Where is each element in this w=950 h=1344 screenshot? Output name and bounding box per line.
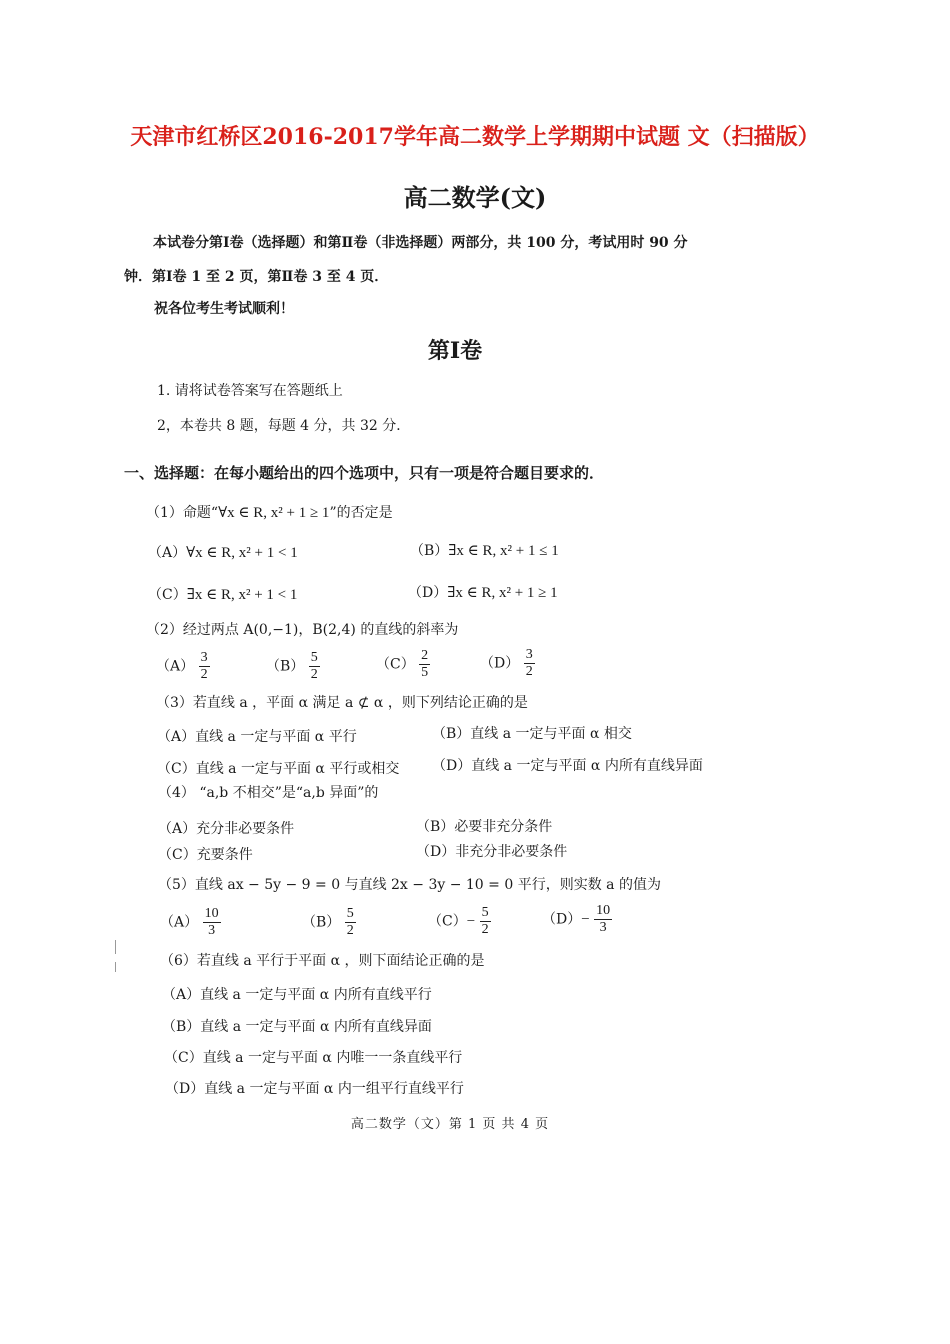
q5-option-a	[160, 906, 221, 939]
q3-option-a: （A）直线 a 一定与平面 α 平行	[157, 729, 357, 745]
q2-b-denominator: 2	[310, 667, 318, 682]
note-2: 2，本卷共 8 题，每题 4 分，共 32 分．	[157, 418, 411, 434]
q1-option-c	[148, 584, 297, 604]
q1-option-b	[410, 540, 559, 560]
question-2-stem: （2）经过两点 A(0,−1)，B(2,4) 的直线的斜率为	[146, 622, 459, 638]
q2-option-c-label: （C）	[376, 656, 415, 673]
q6-option-c: （C）直线 a 一定与平面 α 内唯一一条直线平行	[164, 1050, 463, 1066]
q5-option-d-fraction	[594, 903, 612, 936]
q1-stem-open: （1）命题“	[146, 505, 219, 521]
q5-option-c-sign: −	[466, 913, 476, 930]
document-title: 天津市红桥区2016-2017学年高二数学上学期期中试题 文（扫描版）	[130, 124, 820, 150]
q5-option-d-sign: −	[581, 911, 590, 928]
q5-option-b-fraction	[345, 906, 356, 939]
q2-a-numerator: 3	[200, 650, 208, 665]
page-footer: 高二数学（文）第 1 页 共 4 页	[350, 1117, 550, 1132]
q5-option-b-label: （B）	[302, 914, 341, 931]
q1-option-c-label: （C）	[148, 587, 187, 603]
question-3-stem: （3）若直线 a ，平面 α 满足 a ⊄ α ，则下列结论正确的是	[156, 695, 528, 711]
question-6-stem: （6）若直线 a 平行于平面 α ，则下面结论正确的是	[160, 953, 485, 969]
q5-c-numerator: 5	[481, 905, 489, 920]
note-1: 1. 请将试卷答案写在答题纸上	[157, 383, 343, 399]
q2-option-a-label: （A）	[156, 658, 195, 675]
q2-c-numerator: 2	[421, 648, 429, 663]
q1-option-a	[148, 542, 298, 562]
q1-stem-close: ”的否定是	[329, 505, 393, 521]
q4-option-c: （C）充要条件	[158, 847, 253, 863]
q1-option-c-text: ∃x ∈ R, x² + 1 < 1	[186, 587, 298, 603]
q5-a-denominator: 3	[208, 923, 216, 938]
q2-option-c	[376, 648, 430, 681]
question-1-stem	[146, 502, 393, 522]
q1-option-a-text: ∀x ∈ R, x² + 1 < 1	[186, 545, 298, 561]
q5-c-denominator: 2	[481, 922, 489, 937]
q4-option-a: （A）充分非必要条件	[158, 821, 295, 837]
q4-option-d: （D）非充分非必要条件	[416, 844, 568, 860]
q5-option-a-label: （A）	[160, 914, 199, 931]
q1-option-b-text: ∃x ∈ R, x² + 1 ≤ 1	[448, 543, 559, 559]
q3-option-c: （C）直线 a 一定与平面 α 平行或相交	[157, 761, 400, 777]
q5-option-d	[542, 903, 612, 936]
q1-option-d-label: （D）	[408, 585, 448, 601]
q2-option-d-fraction	[524, 647, 535, 680]
intro-line-2: 钟．第Ⅰ卷 1 至 2 页，第Ⅱ卷 3 至 4 页．	[124, 269, 389, 285]
q5-d-numerator: 10	[596, 903, 611, 918]
scan-mark	[115, 940, 116, 954]
q2-option-a	[156, 650, 210, 683]
q1-stem-math: ∀x ∈ R, x² + 1 ≥ 1	[218, 505, 330, 521]
question-4-stem: （4） “a,b 不相交”是“a,b 异面”的	[158, 785, 379, 801]
q2-option-a-fraction	[199, 650, 210, 683]
q5-option-c-label: （C）	[428, 913, 467, 930]
q2-d-numerator: 3	[525, 647, 533, 662]
q6-option-d: （D）直线 a 一定与平面 α 内一组平行直线平行	[165, 1081, 464, 1097]
q2-d-denominator: 2	[525, 664, 533, 679]
q1-option-b-label: （B）	[410, 543, 449, 559]
q2-option-b-fraction	[309, 650, 320, 683]
intro-line-1: 本试卷分第Ⅰ卷（选择题）和第Ⅱ卷（非选择题）两部分，共 100 分，考试用时 90 分	[153, 235, 688, 251]
q3-option-b: （B）直线 a 一定与平面 α 相交	[432, 726, 632, 742]
q1-option-a-label: （A）	[148, 545, 187, 561]
q2-c-denominator: 5	[421, 665, 429, 680]
exam-title: 高二数学(文)	[403, 183, 547, 212]
q2-b-numerator: 5	[310, 650, 318, 665]
q2-option-d-label: （D）	[480, 655, 520, 672]
q5-a-numerator: 10	[204, 906, 219, 921]
section-heading: 一、选择题：在每小题给出的四个选项中，只有一项是符合题目要求的．	[124, 464, 605, 482]
intro-wish: 祝各位考生考试顺利！	[154, 301, 294, 317]
q6-option-a: （A）直线 a 一定与平面 α 内所有直线平行	[162, 987, 432, 1003]
q5-b-numerator: 5	[346, 906, 354, 921]
q5-option-c	[428, 905, 491, 938]
q2-option-c-fraction	[419, 648, 430, 681]
scan-mark	[115, 962, 116, 972]
q2-a-denominator: 2	[200, 667, 208, 682]
q5-b-denominator: 2	[346, 923, 354, 938]
section-title: 第Ⅰ卷	[427, 338, 483, 364]
q4-option-b: （B）必要非充分条件	[416, 819, 553, 835]
question-5-stem: （5）直线 ax − 5y − 9 = 0 与直线 2x − 3y − 10 = 0 平行，则实数 a 的值为	[158, 877, 661, 893]
q2-option-b-label: （B）	[266, 658, 305, 675]
q5-option-b	[302, 906, 356, 939]
q5-option-a-fraction	[203, 906, 221, 939]
q1-option-d	[408, 582, 558, 602]
q6-option-b: （B）直线 a 一定与平面 α 内所有直线异面	[162, 1019, 432, 1035]
q2-option-b	[266, 650, 320, 683]
q1-option-d-text: ∃x ∈ R, x² + 1 ≥ 1	[447, 585, 558, 601]
q5-option-d-label: （D）	[542, 911, 582, 928]
q5-d-denominator: 3	[599, 920, 607, 935]
q2-option-d	[480, 647, 535, 680]
q5-option-c-fraction	[480, 905, 491, 938]
q3-option-d: （D）直线 a 一定与平面 α 内所有直线异面	[432, 758, 703, 774]
